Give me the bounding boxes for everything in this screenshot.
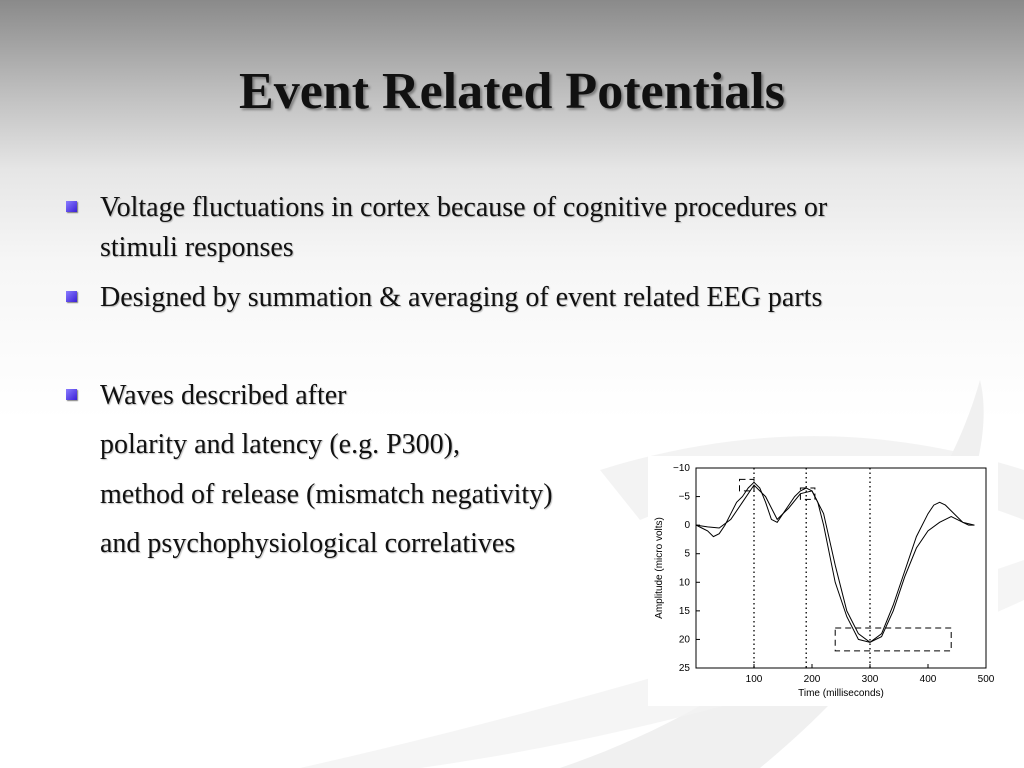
x-axis-label: Time (milliseconds)	[798, 688, 884, 699]
bullet-square-icon	[66, 291, 77, 302]
y-tick-label: 10	[678, 577, 690, 589]
x-tick-label: 300	[861, 674, 879, 685]
bullet-1-line-1: Voltage fluctuations in cortex because of cognitive procedures or	[100, 192, 828, 223]
y-tick-label: 5	[684, 548, 690, 560]
sub-line-3: and psychophysiological correlatives	[100, 528, 516, 559]
x-tick-label: 500	[977, 674, 995, 685]
bullet-3-line-1: Waves described after	[100, 380, 347, 411]
y-tick-label: −10	[673, 463, 690, 474]
x-tick-label: 100	[745, 674, 763, 685]
y-tick-label: 15	[678, 605, 690, 617]
y-tick-label: 20	[678, 634, 690, 646]
bullet-1-line-2: stimuli responses	[100, 232, 294, 263]
y-tick-label: 25	[678, 663, 690, 674]
sub-line-2: method of release (mismatch negativity)	[100, 479, 553, 510]
sub-line-1: polarity and latency (e.g. P300),	[100, 429, 461, 460]
x-tick-label: 400	[919, 674, 937, 685]
bullet-2-line-1: Designed by summation & averaging of event related EEG parts	[100, 282, 823, 313]
erp-chart	[648, 456, 998, 706]
y-tick-label: 0	[684, 520, 690, 532]
y-axis-label: Amplitude (micro volts)	[654, 517, 665, 619]
x-tick-label: 200	[803, 674, 821, 685]
bullet-square-icon	[66, 201, 77, 212]
bullet-square-icon	[66, 389, 77, 400]
slide-title: Event Related Potentials	[239, 63, 785, 120]
y-tick-label: −5	[678, 491, 690, 503]
